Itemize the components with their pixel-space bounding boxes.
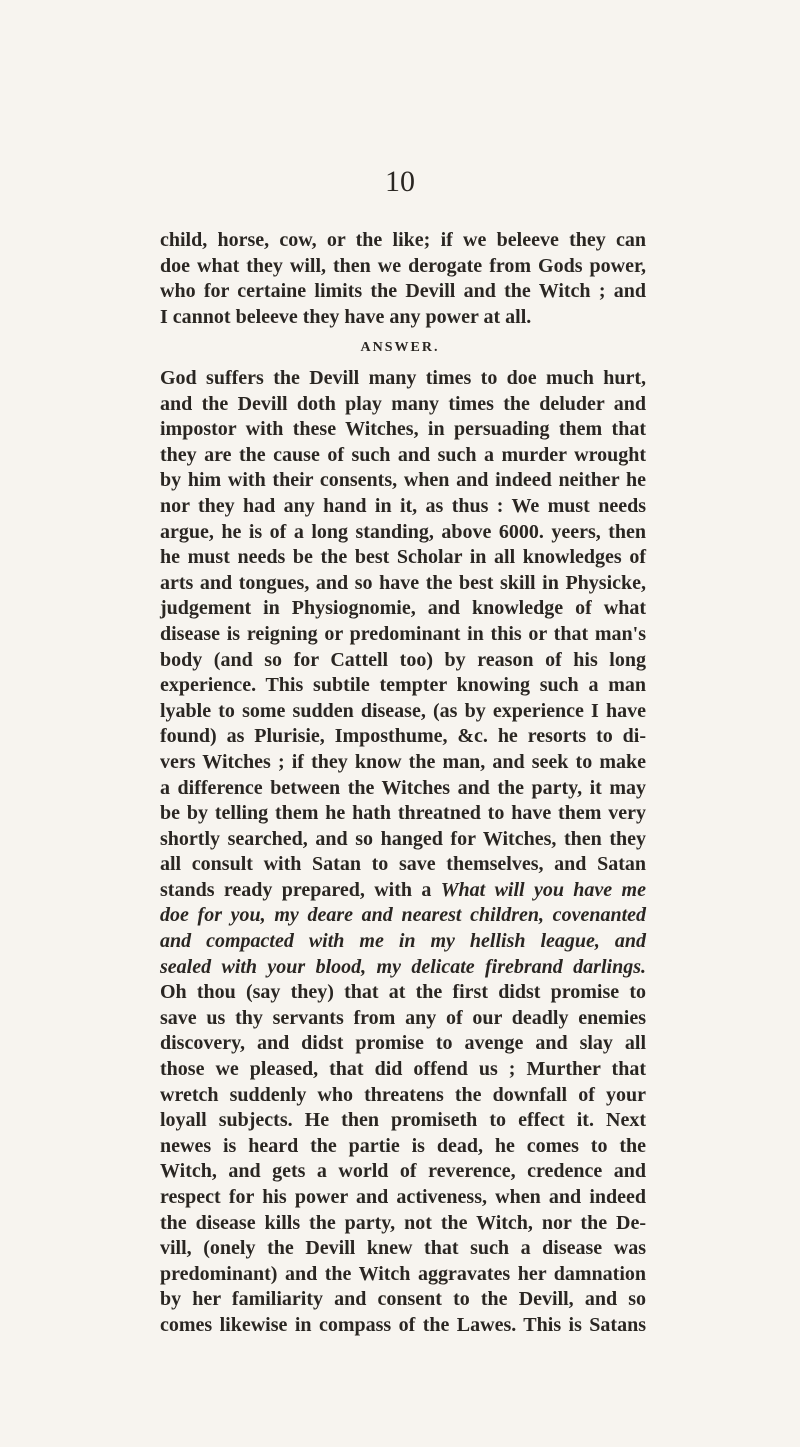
text-segment: stands ready prepared, with a bbox=[160, 878, 441, 901]
text-line: body (and so for Cattell too) by reason of his long bbox=[160, 648, 646, 671]
text-line: newes is heard the partie is dead, he comes to the bbox=[160, 1134, 646, 1157]
text-line: a difference between the Witches and the party, it may bbox=[160, 776, 646, 799]
text-line: judgement in Physiognomie, and knowledge of what bbox=[160, 597, 646, 620]
text-line: vill, (onely the Devill knew that such a disease was bbox=[160, 1237, 646, 1260]
text-line: and the Devill doth play many times the deluder and bbox=[160, 392, 646, 415]
paragraph-1 bbox=[160, 228, 646, 330]
text-segment-italic: What will you have me bbox=[440, 878, 646, 901]
paragraph-2 bbox=[160, 366, 646, 1339]
text-line: wretch suddenly who threatens the downfall of your bbox=[160, 1083, 646, 1106]
text-line: child, horse, cow, or the like; if we beleeve they can bbox=[160, 229, 646, 251]
text-line: Witch, and gets a world of reverence, credence and bbox=[160, 1160, 646, 1183]
text-line: experience. This subtile tempter knowing such a man bbox=[160, 674, 646, 697]
text-line: doe what they will, then we derogate from Gods power, bbox=[160, 254, 646, 277]
text-line: loyall subjects. He then promiseth to effect it. Next bbox=[160, 1109, 646, 1132]
text-line: comes likewise in compass of the Lawes. This is Satans bbox=[160, 1313, 646, 1336]
text-line: they are the cause of such and such a murder wrought bbox=[160, 443, 646, 466]
text-line: lyable to some sudden disease, (as by experience I have bbox=[160, 699, 646, 722]
text-line: the disease kills the party, not the Witch, nor the De- bbox=[160, 1211, 646, 1234]
text-line-italic: doe for you, my deare and nearest children, covenanted bbox=[160, 904, 646, 927]
text-line: God suffers the Devill many times to doe much hurt, bbox=[160, 367, 646, 389]
text-line-italic: sealed with your blood, my delicate firebrand darlings. bbox=[160, 955, 646, 978]
text-line: nor they had any hand in it, as thus : We must needs bbox=[160, 494, 646, 517]
text-line-mixed bbox=[160, 878, 646, 904]
text-line: I cannot beleeve they have any power at all. bbox=[160, 305, 532, 328]
text-line: he must needs be the best Scholar in all knowledges of bbox=[160, 546, 646, 569]
text-line: arts and tongues, and so have the best skill in Physicke, bbox=[160, 571, 646, 594]
text-line: by her familiarity and consent to the Devill, and so bbox=[160, 1288, 646, 1311]
answer-heading: ANSWER. bbox=[360, 340, 440, 355]
text-line: impostor with these Witches, in persuading them that bbox=[160, 418, 646, 441]
text-line: predominant) and the Witch aggravates her damnation bbox=[160, 1262, 646, 1285]
text-line: vers Witches ; if they know the man, and seek to make bbox=[160, 750, 646, 773]
text-line: found) as Plurisie, Imposthume, &c. he resorts to di- bbox=[160, 725, 646, 748]
text-line: those we pleased, that did offend us ; Murther that bbox=[160, 1058, 646, 1081]
text-line: respect for his power and activeness, when and indeed bbox=[160, 1186, 646, 1208]
text-line: be by telling them he hath threatned to have them very bbox=[160, 802, 646, 825]
text-line: by him with their consents, when and indeed neither he bbox=[160, 469, 646, 492]
text-line: who for certaine limits the Devill and the Witch ; and bbox=[160, 280, 646, 303]
text-line: discovery, and didst promise to avenge and slay all bbox=[160, 1032, 646, 1055]
text-line: argue, he is of a long standing, above 6000. yeers, then bbox=[160, 520, 646, 543]
text-line-italic: and compacted with me in my hellish league, and bbox=[160, 930, 646, 953]
text-line: Oh thou (say they) that at the first didst promise to bbox=[160, 981, 646, 1004]
text-line: save us thy servants from any of our deadly enemies bbox=[160, 1006, 646, 1029]
text-line: disease is reigning or predominant in this or that man's bbox=[160, 622, 646, 645]
page-number: 10 bbox=[385, 165, 415, 198]
text-line: shortly searched, and so hanged for Witches, then they bbox=[160, 827, 646, 850]
text-line: all consult with Satan to save themselves, and Satan bbox=[160, 853, 646, 876]
